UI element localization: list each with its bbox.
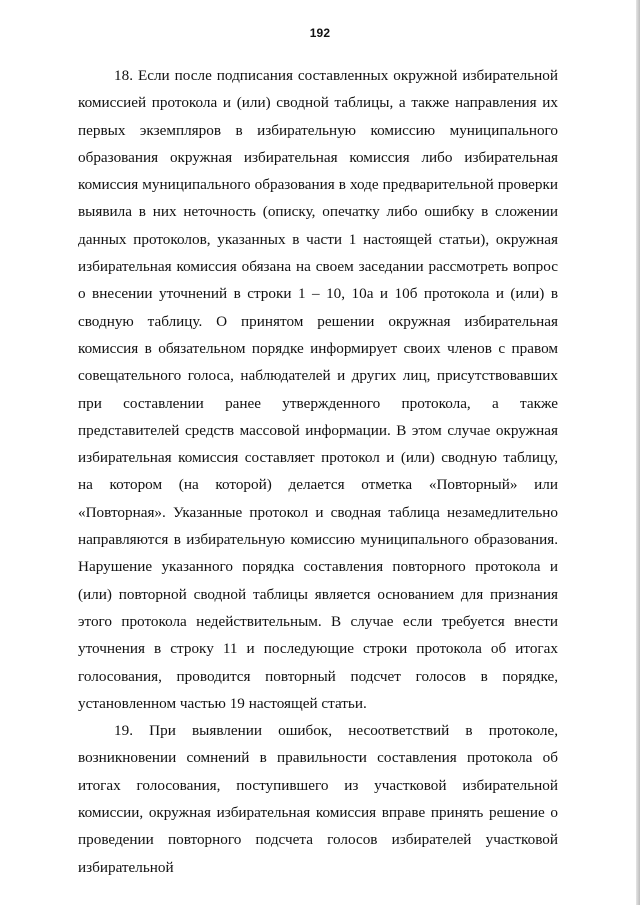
scan-edge-shadow	[636, 0, 640, 905]
document-body	[78, 62, 558, 881]
paragraph-19: 19. При выявлении ошибок, несоответствий в протоколе, возникновении сомнений в правильности составления протокола об итогах голосования, поступившего из участковой избирательной комиссии, окружная избирательная комиссия вправе принять решение о проведении повторного подсчета голосов избирателей участковой избирательной	[78, 722, 558, 876]
paragraph-18: 18. Если после подписания составленных окружной избирательной комиссией протокола и (или) сводной таблицы, а также направления их первых экземпляров в избирательную комиссию муниципального образования окружная избирательная комиссия либо избирательная комиссия муниципального образования в ходе предварительной проверки выявила в них неточность (описку, опечатку либо ошибку в сложении данных протоколов, указанных в части 1 настоящей статьи), окружная избирательная комиссия обязана на своем заседании рассмотреть вопрос о внесении уточнений в строки 1 – 10, 10а и 10б протокола и (или) в сводную таблицу. О принятом решении окружная избирательная комиссия в обязательном порядке информирует своих членов с правом совещательного голоса, наблюдателей и других лиц, присутствовавших при составлении ранее утвержденного протокола, а также представителей средств массовой информации. В этом случае окружная избирательная комиссия составляет протокол и (или) сводную таблицу, на котором (на которой) делается отметка «Повторный» или «Повторная». Указанные протокол и сводная таблица незамедлительно направляются в избирательную комиссию муниципального образования. Нарушение указанного порядка составления повторного протокола и (или) повторной сводной таблицы является основанием для признания этого протокола недействительным. В случае если требуется внести уточнения в строку 11 и последующие строки протокола об итогах голосования, проводится повторный подсчет голосов в порядке, установленном частью 19 настоящей статьи.	[78, 67, 558, 712]
page-number: 192	[309, 26, 331, 40]
